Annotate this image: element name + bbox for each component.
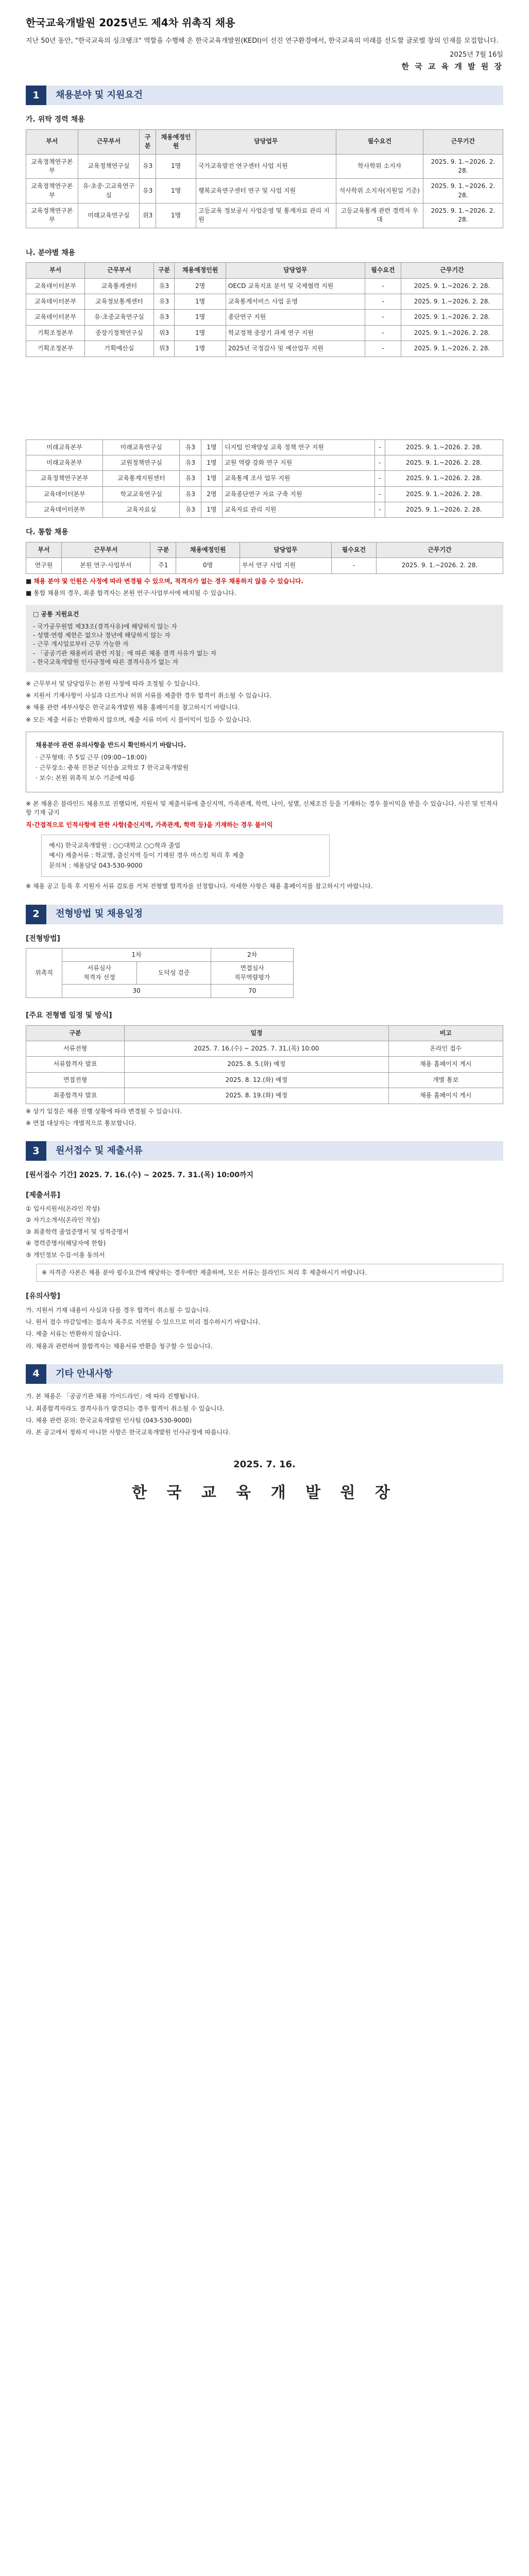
- cell-task: 2025년 국정감사 및 예산업무 지원: [226, 341, 365, 357]
- column-header-6: 근무기간: [376, 542, 503, 557]
- cell-req: -: [375, 439, 385, 455]
- cell-grade: 유3: [180, 471, 201, 486]
- selection-flow-table: [26, 948, 294, 998]
- cell-period: 2025. 9. 1.~2026. 2. 28.: [423, 154, 503, 179]
- cell-dept: 교육정책연구본부: [26, 204, 78, 228]
- cell-task: 종단연구 지원: [226, 310, 365, 325]
- cell-period: 2025. 9. 1.~2026. 2. 28.: [385, 455, 503, 470]
- cell-period: 2025. 9. 1.~2026. 2. 28.: [401, 278, 503, 294]
- cell-grade: 유3: [140, 154, 156, 179]
- schedule-label: [주요 전형별 일정 및 방식]: [26, 1011, 112, 1020]
- table-row: [26, 204, 503, 228]
- section-3-header: [26, 1141, 503, 1161]
- blind-hiring-example: 예시) 한국교육개발원 : ○○대학교 ○○학과 졸업: [49, 841, 181, 849]
- column-header-4: 담당업무: [226, 263, 365, 278]
- table-row: [26, 471, 503, 486]
- cell-num: 1명: [175, 294, 226, 309]
- column-header-5: 필수요건: [365, 263, 401, 278]
- section1-para-1: ※ 근무부서 및 담당업무는 본원 사정에 따라 조정될 수 있습니다.: [26, 680, 200, 687]
- application-period: [원서접수 기간] 2025. 7. 16.(수) ~ 2025. 7. 31.(목) 10:00까지: [26, 1171, 254, 1180]
- cell-period: 2025. 9. 1.~2026. 2. 28.: [401, 294, 503, 309]
- section-2-number: 2: [26, 905, 46, 924]
- table-row: [26, 1041, 503, 1057]
- cell-num: 1명: [201, 502, 222, 518]
- cell-date: 2025. 8. 19.(화) 예정: [125, 1088, 389, 1104]
- cell-num: 1명: [156, 154, 196, 179]
- other-notice-item: 나. 최종합격자라도 결격사유가 발견되는 경우 합격이 취소될 수 있습니다.: [26, 1404, 225, 1412]
- column-header-0: 부서: [26, 129, 78, 154]
- warning-text-1: 채용 분야 및 인원은 사정에 따라 변경될 수 있으며, 적격자가 없는 경우 채용하지 않을 수 있습니다.: [33, 577, 304, 585]
- cell-dept: 교육정책연구본부: [26, 154, 78, 179]
- page-title: 한국교육개발원 2025년도 제4차 위촉직 채용: [26, 16, 235, 29]
- cell-period: 2025. 9. 1.~2026. 2. 28.: [385, 486, 503, 502]
- cell-dept: 연구원: [26, 558, 62, 573]
- common-requirements-list: [33, 622, 496, 667]
- cell-type: 서류전형: [26, 1041, 125, 1057]
- column-header-3: 채용예정인원: [176, 542, 240, 557]
- caution-label: [유의사항]: [26, 1292, 60, 1301]
- table-row: [26, 1072, 503, 1088]
- cell-task: 교육통계 조사 업무 지원: [223, 471, 375, 486]
- cautions-list: [26, 1306, 503, 1351]
- table-row: [26, 341, 503, 357]
- section-1-header: [26, 86, 503, 105]
- table-field-hiring: [26, 262, 503, 357]
- cell-grade: 유3: [140, 179, 156, 204]
- column-header-6: 근무기간: [423, 129, 503, 154]
- cell-req: -: [375, 502, 385, 518]
- cell-grade: 위3: [153, 325, 175, 341]
- table-header-row: [26, 542, 503, 557]
- cell-task: 교원 역량 강화 연구 지원: [223, 455, 375, 470]
- cell-num: 1명: [201, 471, 222, 486]
- section1-para-4: ※ 모든 제출 서류는 반환하지 않으며, 제출 서류 미비 시 불이익이 있을 수 있습니다.: [26, 716, 252, 723]
- common-requirements-title: 공통 지원요건: [41, 611, 79, 618]
- caution-item: 나. 원서 접수 마감일에는 접속자 폭주로 지연될 수 있으므로 미리 접수하시기 바랍니다.: [26, 1318, 261, 1326]
- intro-text: 지난 50년 동안, "한국교육의 싱크탱크" 역할을 수행해 온 한국교육개발원(KEDI)이 선진 연구환경에서, 한국교육의 미래를 선도할 글로벌 창의 인재를 모집합니다.: [26, 37, 499, 45]
- cell-dept: 교육데이터본부: [26, 486, 103, 502]
- cell-note: 개별 통보: [388, 1072, 503, 1088]
- cell-type: 최종합격자 발표: [26, 1088, 125, 1104]
- cell-req: 석사학위 소지자(지원일 기준): [336, 179, 423, 204]
- cell-task: 교육종단연구 자료 구축 지원: [223, 486, 375, 502]
- blind-hiring-example: 예시) 제출서류 : 학교명, 출신지역 등이 기재된 경우 마스킹 처리 후 제출: [49, 852, 245, 859]
- table-row: [26, 154, 503, 179]
- sub-heading-da: 다. 통합 채용: [26, 528, 69, 537]
- cell-task: 학교정책 중장기 과제 연구 지원: [226, 325, 365, 341]
- blind-hiring-text: ※ 본 채용은 블라인드 채용으로 진행되며, 지원서 및 제출서류에 출신지역, 가족관계, 학력, 나이, 성별, 신체조건 등을 기재하는 경우 불이익을 받을 수 있습니다. 사진 및 인적사항 기재 금지: [26, 800, 498, 817]
- table-row: [26, 310, 503, 325]
- table-row: [26, 486, 503, 502]
- cell-period: 2025. 9. 1.~2026. 2. 28.: [423, 204, 503, 228]
- cell-unit: 교육통계지원센터: [103, 471, 180, 486]
- cell-req: -: [365, 278, 401, 294]
- column-header-2: 구분: [150, 542, 176, 557]
- column-header-5: 필수요건: [331, 542, 376, 557]
- document-item: ④ 경력증명서(해당자에 한함): [26, 1240, 106, 1247]
- table-row: [26, 502, 503, 518]
- column-header-1: 근무부서: [85, 263, 154, 278]
- column-header-3: 채용예정인원: [175, 263, 226, 278]
- table-row: [26, 325, 503, 341]
- common-requirement-item: - 근무 개시일로부터 근무 가능한 자: [33, 640, 129, 648]
- cell-grade: 유3: [153, 310, 175, 325]
- cell-unit: 교육통계센터: [85, 278, 154, 294]
- cell-task: 교육자료 관리 지원: [223, 502, 375, 518]
- cell-req: -: [375, 455, 385, 470]
- cell-req: -: [375, 471, 385, 486]
- documents-list: [26, 1205, 503, 1260]
- cell-num: 1명: [156, 204, 196, 228]
- work-conditions-list: [36, 753, 493, 783]
- common-requirement-item: - 성별·연령 제한은 없으나 정년에 해당하지 않는 자: [33, 632, 170, 639]
- table-row: [26, 278, 503, 294]
- cell-unit: 중장기정책연구실: [85, 325, 154, 341]
- cell-note: 채용 홈페이지 게시: [388, 1088, 503, 1104]
- schedule-table: [26, 1025, 503, 1104]
- column-header-1: 일정: [125, 1025, 389, 1041]
- cell-dept: 기획조정본부: [26, 341, 85, 357]
- cell-dept: 교육데이터본부: [26, 310, 85, 325]
- cell-task: 교육통계서비스 사업 운영: [226, 294, 365, 309]
- table-integrated-hiring: [26, 542, 503, 574]
- announcing-org: 한 국 교 육 개 발 원 장: [401, 61, 503, 71]
- column-header-2: 구분: [153, 263, 175, 278]
- cell-grade: 유3: [180, 486, 201, 502]
- cell-num: 0명: [176, 558, 240, 573]
- cell-date: 2025. 8. 12.(화) 예정: [125, 1072, 389, 1088]
- documents-label: [제출서류]: [26, 1191, 60, 1199]
- cell-num: 1명: [156, 179, 196, 204]
- column-header-0: 구분: [26, 1025, 125, 1041]
- cell-num: 1명: [175, 310, 226, 325]
- schedule-note-1: ※ 상기 일정은 채용 진행 상황에 따라 변경될 수 있습니다.: [26, 1107, 182, 1115]
- section1-para-2: ※ 지원서 기재사항이 사실과 다르거나 허위 서류를 제출한 경우 합격이 취소될 수 있습니다.: [26, 692, 271, 700]
- flow-step-1: 서류심사 적격자 선정: [62, 962, 137, 985]
- cell-task: 고등교육 정보공시 사업운영 및 통계자료 관리 지원: [196, 204, 336, 228]
- table-consign-hiring: [26, 129, 503, 228]
- section-2-header: [26, 905, 503, 924]
- final-org-signature: 한 국 교 육 개 발 원 장: [132, 1483, 397, 1502]
- cell-date: 2025. 8. 5.(화) 예정: [125, 1057, 389, 1072]
- flow-ratio-1: 30: [62, 984, 211, 997]
- cell-period: 2025. 9. 1.~2026. 2. 28.: [376, 558, 503, 573]
- cell-req: -: [331, 558, 376, 573]
- work-conditions-intro: 채용분야 관련 유의사항을 반드시 확인하시기 바랍니다.: [36, 741, 186, 749]
- cell-unit: 교육정책연구실: [78, 154, 140, 179]
- cell-period: 2025. 9. 1.~2026. 2. 28.: [385, 502, 503, 518]
- cell-dept: 미래교육본부: [26, 439, 103, 455]
- column-header-0: 부서: [26, 542, 62, 557]
- cell-dept: 교육데이터본부: [26, 502, 103, 518]
- column-header-1: 근무부서: [78, 129, 140, 154]
- cell-dept: 미래교육본부: [26, 455, 103, 470]
- warning-note-1: ■ 채용 분야 및 인원은 사정에 따라 변경될 수 있으며, 적격자가 없는 경우 채용하지 않을 수 있습니다.: [26, 577, 304, 585]
- other-notices-list: [26, 1392, 503, 1437]
- cell-num: 2명: [201, 486, 222, 502]
- section-2-title: 전형방법 및 채용일정: [46, 905, 503, 924]
- cell-unit: 본원 연구·사업부서: [61, 558, 150, 573]
- section-4-number: 4: [26, 1364, 46, 1384]
- section-1-title: 채용분야 및 지원요건: [46, 86, 503, 105]
- section1-tail-para: ※ 채용 공고 등록 후 지원자 서류 검토를 거쳐 전형별 합격자를 선정합니다. 자세한 사항은 채용 홈페이지를 참고하시기 바랍니다.: [26, 883, 373, 890]
- flow-step-3: 면접심사 직무역량평가: [211, 962, 294, 985]
- table-header-row: [26, 263, 503, 278]
- other-notice-item: 가. 본 채용은 「공공기관 채용 가이드라인」에 따라 진행됩니다.: [26, 1393, 199, 1400]
- cell-dept: 교육데이터본부: [26, 278, 85, 294]
- cell-num: 2명: [175, 278, 226, 294]
- selection-flow-label: [전형방법]: [26, 934, 60, 943]
- cell-period: 2025. 9. 1.~2026. 2. 28.: [401, 341, 503, 357]
- table-row: [26, 1088, 503, 1104]
- caution-item: 다. 제출 서류는 반환하지 않습니다.: [26, 1330, 122, 1338]
- cell-unit: 미래교육연구실: [78, 204, 140, 228]
- cell-grade: 유3: [180, 455, 201, 470]
- column-header-2: 구분: [140, 129, 156, 154]
- cell-type: 서류합격자 발표: [26, 1057, 125, 1072]
- cell-req: 학사학위 소지자: [336, 154, 423, 179]
- cell-grade: 주1: [150, 558, 176, 573]
- sub-heading-na: 나. 분야별 채용: [26, 248, 76, 257]
- warning-note-2: ■ 통합 채용의 경우, 최종 합격자는 본원 연구·사업부서에 배치될 수 있습니다.: [26, 589, 236, 597]
- cell-unit: 유·초중·고교육연구실: [78, 179, 140, 204]
- cell-req: -: [365, 310, 401, 325]
- announcement-date: 2025년 7월 16일: [450, 50, 503, 59]
- column-header-4: 담당업무: [196, 129, 336, 154]
- cell-task: 부서 연구 사업 지원: [240, 558, 331, 573]
- cell-req: -: [365, 341, 401, 357]
- cell-num: 1명: [201, 439, 222, 455]
- table-row: [26, 455, 503, 470]
- cell-req: -: [375, 486, 385, 502]
- blind-hiring-examples-box: [41, 835, 330, 877]
- column-header-4: 담당업무: [240, 542, 331, 557]
- table-header-row: [26, 1025, 503, 1041]
- other-notice-item: 라. 본 공고에서 정하지 아니한 사항은 한국교육개발원 인사규정에 따릅니다.: [26, 1429, 231, 1436]
- table-field-hiring-continued: [26, 439, 503, 518]
- final-date: 2025. 7. 16.: [233, 1459, 296, 1470]
- cell-note: 온라인 접수: [388, 1041, 503, 1057]
- cell-task: 국가교육발전 연구센터 사업 지원: [196, 154, 336, 179]
- other-notice-item: 다. 채용 관련 문의: 한국교육개발원 인사팀 (043-530-9000): [26, 1416, 192, 1424]
- flow-ratio-2: 70: [211, 984, 294, 997]
- cell-period: 2025. 9. 1.~2026. 2. 28.: [401, 310, 503, 325]
- column-header-3: 채용예정인원: [156, 129, 196, 154]
- table-row: [26, 1057, 503, 1072]
- cell-dept: 교육데이터본부: [26, 294, 85, 309]
- cell-period: 2025. 9. 1.~2026. 2. 28.: [385, 439, 503, 455]
- common-requirement-item: - 「공공기관 채용비리 관련 지침」에 따른 채용 결격 사유가 없는 자: [33, 649, 217, 657]
- table-row: [26, 439, 503, 455]
- cell-num: 1명: [175, 325, 226, 341]
- cell-unit: 미래교육연구실: [103, 439, 180, 455]
- work-condition-item: · 보수: 본원 위촉직 보수 기준에 따름: [36, 774, 135, 782]
- cell-unit: 유·초중교육연구실: [85, 310, 154, 325]
- caution-item: 가. 지원서 기재 내용이 사실과 다를 경우 합격이 취소될 수 있습니다.: [26, 1306, 211, 1314]
- cell-period: 2025. 9. 1.~2026. 2. 28.: [385, 471, 503, 486]
- common-requirement-item: - 국가공무원법 제33조(결격사유)에 해당하지 않는 자: [33, 622, 177, 630]
- cell-req: -: [365, 294, 401, 309]
- flow-cell-recruit: 위촉직: [26, 948, 62, 998]
- cell-task: OECD 교육지표 분석 및 국제협력 지원: [226, 278, 365, 294]
- column-header-0: 부서: [26, 263, 85, 278]
- cell-dept: 교육정책연구본부: [26, 179, 78, 204]
- selection-flow: [26, 934, 503, 998]
- work-condition-item: · 근무장소: 충북 진천군 덕산읍 교학로 7 한국교육개발원: [36, 764, 189, 771]
- common-requirement-item: - 한국교육개발원 인사규정에 따른 결격사유가 없는 자: [33, 658, 179, 666]
- caution-item: 라. 채용과 관련하여 불합격자는 채용서류 반환을 청구할 수 있습니다.: [26, 1342, 213, 1350]
- flow-header-2: 2차: [211, 948, 294, 961]
- section-4-title: 기타 안내사항: [46, 1364, 503, 1384]
- common-requirements-box: □ 공통 지원요건 - 국가공무원법 제33조(결격사유)에 해당하지 않는 자 - 성별·연령 제한은 없으나 정년에 해당하지 않는 자 - 근무 개시일로부터 근무 가능한 자 - 「공공기관 채용비리 관련 지침」에 따른 채용 결격 사유가 없는 자 - 한국교육개발원 인사규정에 따른 결격사유가 없는 자: [26, 605, 503, 672]
- cell-req: 고등교육통계 관련 경력자 우대: [336, 204, 423, 228]
- cell-grade: 유3: [180, 439, 201, 455]
- column-header-1: 근무부서: [61, 542, 150, 557]
- column-header-6: 근무기간: [401, 263, 503, 278]
- flow-step-2: 도덕성 검증: [136, 962, 211, 985]
- schedule-note-2: ※ 면접 대상자는 개별적으로 통보합니다.: [26, 1120, 136, 1127]
- cell-unit: 교원정책연구실: [103, 455, 180, 470]
- cell-task: 행복교육연구센터 연구 및 사업 지원: [196, 179, 336, 204]
- cell-dept: 교육정책연구본부: [26, 471, 103, 486]
- document-item: ③ 최종학력 졸업증명서 및 성적증명서: [26, 1228, 129, 1235]
- cell-period: 2025. 9. 1.~2026. 2. 28.: [423, 179, 503, 204]
- cell-unit: 학교교육연구실: [103, 486, 180, 502]
- cell-period: 2025. 9. 1.~2026. 2. 28.: [401, 325, 503, 341]
- section-4-header: [26, 1364, 503, 1384]
- document-item: ② 자기소개서(온라인 작성): [26, 1216, 100, 1224]
- blind-hiring-notice: [26, 800, 503, 818]
- documents-note-box: ※ 자격증 사본은 채용 분야 필수요건에 해당하는 경우에만 제출하며, 모든 서류는 블라인드 처리 후 제출하시기 바랍니다.: [36, 1264, 503, 1282]
- column-header-5: 필수요건: [336, 129, 423, 154]
- cell-grade: 위3: [140, 204, 156, 228]
- section1-para-3: ※ 채용 관련 세부사항은 한국교육개발원 채용 홈페이지를 참고하시기 바랍니다.: [26, 704, 240, 711]
- cell-num: 1명: [201, 455, 222, 470]
- cell-grade: 유3: [153, 294, 175, 309]
- document-item: ⑤ 개인정보 수집·이용 동의서: [26, 1251, 105, 1259]
- cell-grade: 위3: [153, 341, 175, 357]
- work-conditions-box: [26, 732, 503, 792]
- warning-text-2: 통합 채용의 경우, 최종 합격자는 본원 연구·사업부서에 배치될 수 있습니다.: [33, 589, 236, 597]
- cell-note: 채용 홈페이지 게시: [388, 1057, 503, 1072]
- flow-header-1: 1차: [62, 948, 211, 961]
- cell-unit: 기획예산실: [85, 341, 154, 357]
- cell-grade: 유3: [153, 278, 175, 294]
- section-3-number: 3: [26, 1141, 46, 1161]
- cell-date: 2025. 7. 16.(수) ~ 2025. 7. 31.(목) 10:00: [125, 1041, 389, 1057]
- section-1-number: 1: [26, 86, 46, 105]
- work-condition-item: · 근무형태: 주 5일 근무 (09:00~18:00): [36, 753, 147, 761]
- table-row: [26, 558, 503, 573]
- cell-type: 면접전형: [26, 1072, 125, 1088]
- cell-dept: 기획조정본부: [26, 325, 85, 341]
- table-row: [26, 294, 503, 309]
- blind-hiring-red-text: 직·간접적으로 인적사항에 관한 사항(출신지역, 가족관계, 학력 등)을 기재하는 경우 불이익: [26, 821, 273, 828]
- blind-hiring-emphasis: [26, 821, 503, 829]
- blind-hiring-example: 문의처 : 채용담당 043-530-9000: [49, 861, 143, 869]
- table-header-row: [26, 129, 503, 154]
- section-3-title: 원서접수 및 제출서류: [46, 1141, 503, 1161]
- cell-unit: 교육정보통계센터: [85, 294, 154, 309]
- cell-req: -: [365, 325, 401, 341]
- table-row: [26, 179, 503, 204]
- cell-unit: 교육자료실: [103, 502, 180, 518]
- cell-task: 디지털 인재양성 교육 정책 연구 지원: [223, 439, 375, 455]
- cell-grade: 유3: [180, 502, 201, 518]
- cell-num: 1명: [175, 341, 226, 357]
- column-header-2: 비고: [388, 1025, 503, 1041]
- document-item: ① 입사지원서(온라인 작성): [26, 1205, 100, 1212]
- sub-heading-ga: 가. 위탁 경력 채용: [26, 115, 85, 124]
